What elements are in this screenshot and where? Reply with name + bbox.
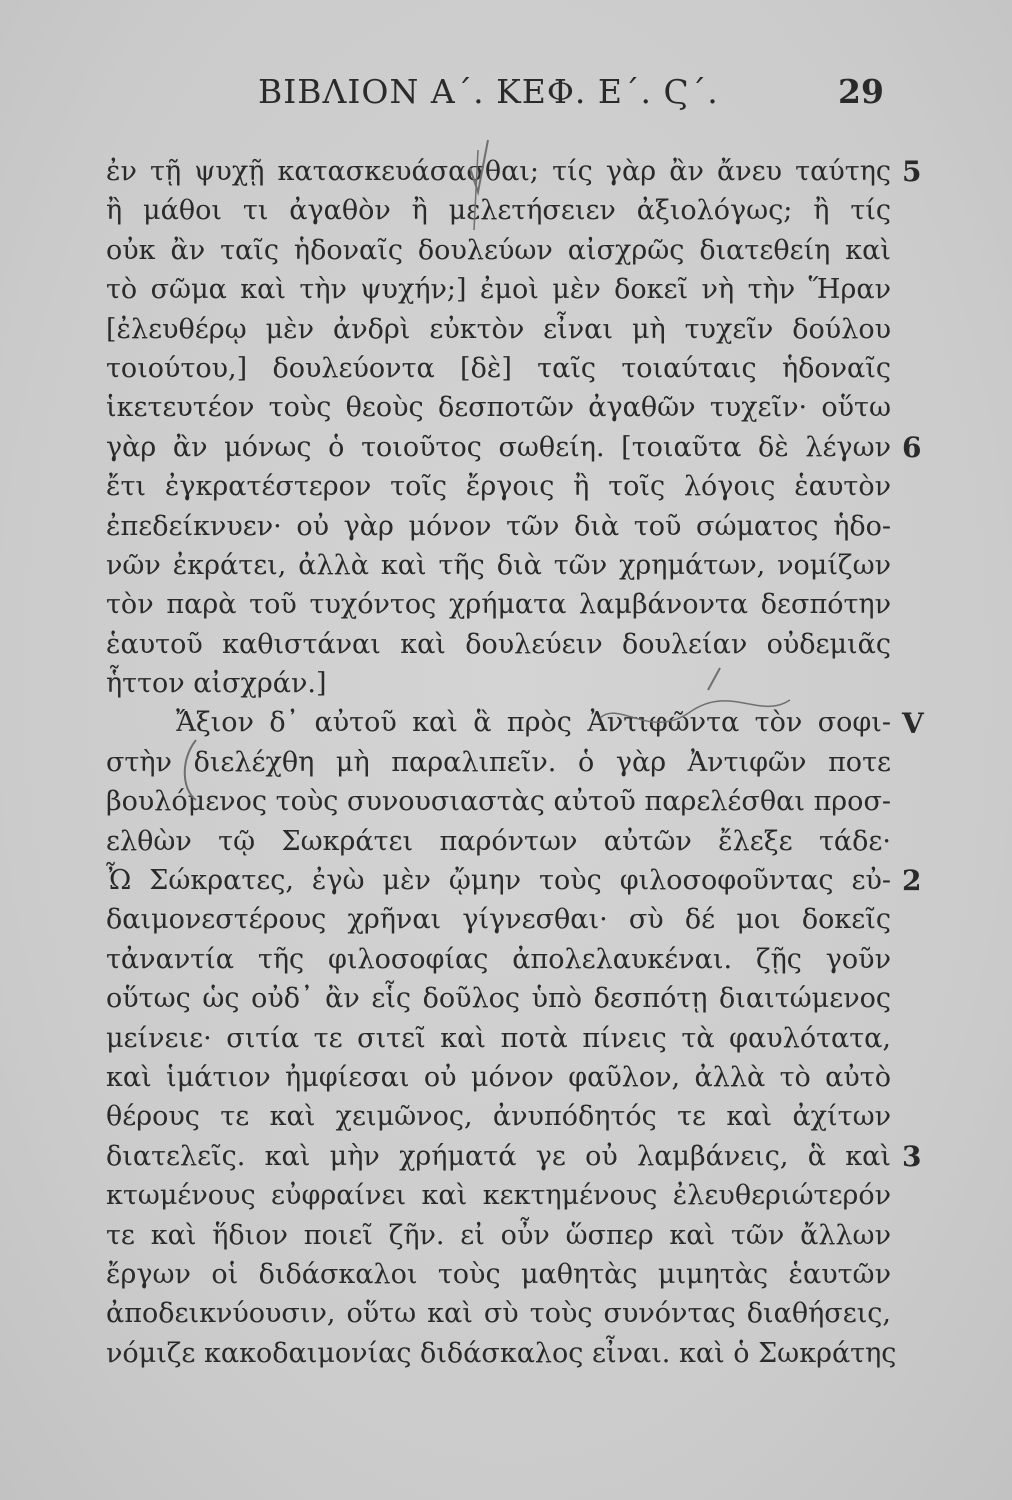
text-line: νῶν ἐκράτει, ἀλλὰ καὶ τῆς διὰ τῶν χρημάτων, νομίζων bbox=[106, 549, 891, 581]
text-line: Ὦ Σώκρατες, ἐγὼ μὲν ᾤμην τοὺς φιλοσοφοῦντας εὐ- bbox=[106, 865, 891, 897]
text-line: ἀποδεικνύουσιν, οὕτω καὶ σὺ τοὺς συνόντας διαθήσεις, bbox=[106, 1298, 891, 1330]
text-line: ἐν τῇ ψυχῇ κατασκευάσασθαι; τίς γὰρ ἂν ἄνευ ταύτης bbox=[106, 156, 891, 187]
text-line: στὴν διελέχθη μὴ παραλιπεῖν. ὁ γὰρ Ἀντιφῶν ποτε bbox=[106, 746, 891, 778]
text-line: ἱκετευτέον τοὺς θεοὺς δεσποτῶν ἀγαθῶν τυχεῖν· οὕτω bbox=[106, 392, 891, 424]
text-line: οὐκ ἂν ταῖς ἡδοναῖς δουλεύων αἰσχρῶς διατεθείη καὶ bbox=[106, 234, 891, 266]
text-line: ἔτι ἐγκρατέστερον τοῖς ἔργοις ἢ τοῖς λόγοις ἑαυτὸν bbox=[106, 471, 891, 503]
text-line: ἢ μάθοι τι ἀγαθὸν ἢ μελετήσειεν ἀξιολόγως; ἢ τίς bbox=[106, 195, 891, 227]
text-line: βουλόμενος τοὺς συνουσιαστὰς αὐτοῦ παρελέσθαι προσ- bbox=[106, 786, 891, 818]
text-line: ελθὼν τῷ Σωκράτει παρόντων αὐτῶν ἔλεξε τάδε· bbox=[106, 825, 891, 857]
text-line: ἑαυτοῦ καθιστάναι καὶ δουλεύειν δουλείαν οὐδεμιᾶς bbox=[106, 628, 891, 660]
margin-section-number: 2 bbox=[902, 864, 922, 898]
text-line: καὶ ἱμάτιον ἠμφίεσαι οὐ μόνον φαῦλον, ἀλλὰ τὸ αὐτὸ bbox=[106, 1061, 891, 1093]
text-line: δαιμονεστέρους χρῆναι γίγνεσθαι· σὺ δέ μοι δοκεῖς bbox=[106, 904, 891, 936]
text-line: διατελεῖς. καὶ μὴν χρήματά γε οὐ λαμβάνεις, ἃ καὶ bbox=[106, 1140, 891, 1172]
text-line: μείνειε· σιτία τε σιτεῖ καὶ ποτὰ πίνεις τὰ φαυλότατα, bbox=[106, 1022, 891, 1054]
text-line: τἀναντία τῆς φιλοσοφίας ἀπολελαυκέναι. ζῇς γοῦν bbox=[106, 943, 891, 975]
text-line: τοιούτου,] δουλεύοντα [δὲ] ταῖς τοιαύταις ἡδοναῖς bbox=[106, 352, 891, 384]
margin-section-number: 5 bbox=[902, 155, 922, 188]
page-number: 29 bbox=[838, 72, 884, 111]
text-line: τὸν παρὰ τοῦ τυχόντος χρήματα λαμβάνοντα δεσπότην bbox=[106, 589, 891, 621]
body-text bbox=[106, 152, 897, 1373]
text-line: ἔργων οἱ διδάσκαλοι τοὺς μαθητὰς μιμητὰς ἑαυτῶν bbox=[106, 1258, 891, 1290]
margin-section-number: 6 bbox=[902, 430, 922, 464]
running-head: ΒΙΒΛΙΟΝ Α΄. ΚΕΦ. Ε΄. Ϛ΄. bbox=[258, 72, 719, 111]
text-line: γὰρ ἂν μόνως ὁ τοιοῦτος σωθείη. [τοιαῦτα δὲ λέγων bbox=[106, 431, 891, 463]
text-line: Ἄξιον δ᾿ αὐτοῦ καὶ ἃ πρὸς Ἀντιφῶντα τὸν σοφι- bbox=[176, 707, 891, 739]
margin-section-number: 3 bbox=[902, 1140, 922, 1173]
text-line: νόμιζε κακοδαιμονίας διδάσκαλος εἶναι. καὶ ὁ Σωκράτης bbox=[106, 1337, 897, 1369]
margin-section-number: V bbox=[902, 706, 924, 740]
text-line: [ἐλευθέρῳ μὲν ἀνδρὶ εὐκτὸν εἶναι μὴ τυχεῖν δούλου bbox=[106, 313, 891, 345]
text-line: τε καὶ ἥδιον ποιεῖ ζῆν. εἰ οὖν ὥσπερ καὶ τῶν ἄλλων bbox=[106, 1219, 891, 1251]
text-line: οὕτως ὡς οὐδ᾿ ἂν εἷς δοῦλος ὑπὸ δεσπότῃ διαιτώμενος bbox=[106, 983, 891, 1015]
text-line: κτωμένους εὐφραίνει καὶ κεκτημένους ἐλευθεριώτερόν bbox=[106, 1180, 891, 1212]
text-line: τὸ σῶμα καὶ τὴν ψυχήν;] ἐμοὶ μὲν δοκεῖ νὴ τὴν Ἥραν bbox=[106, 274, 891, 306]
text-line: θέρους τε καὶ χειμῶνος, ἀνυπόδητός τε καὶ ἀχίτων bbox=[106, 1101, 891, 1133]
text-line: ἐπεδείκνυεν· οὐ γὰρ μόνον τῶν διὰ τοῦ σώματος ἡδο- bbox=[106, 510, 891, 542]
page-header bbox=[0, 72, 1012, 122]
text-line: ἧττον αἰσχράν.] bbox=[106, 668, 327, 700]
